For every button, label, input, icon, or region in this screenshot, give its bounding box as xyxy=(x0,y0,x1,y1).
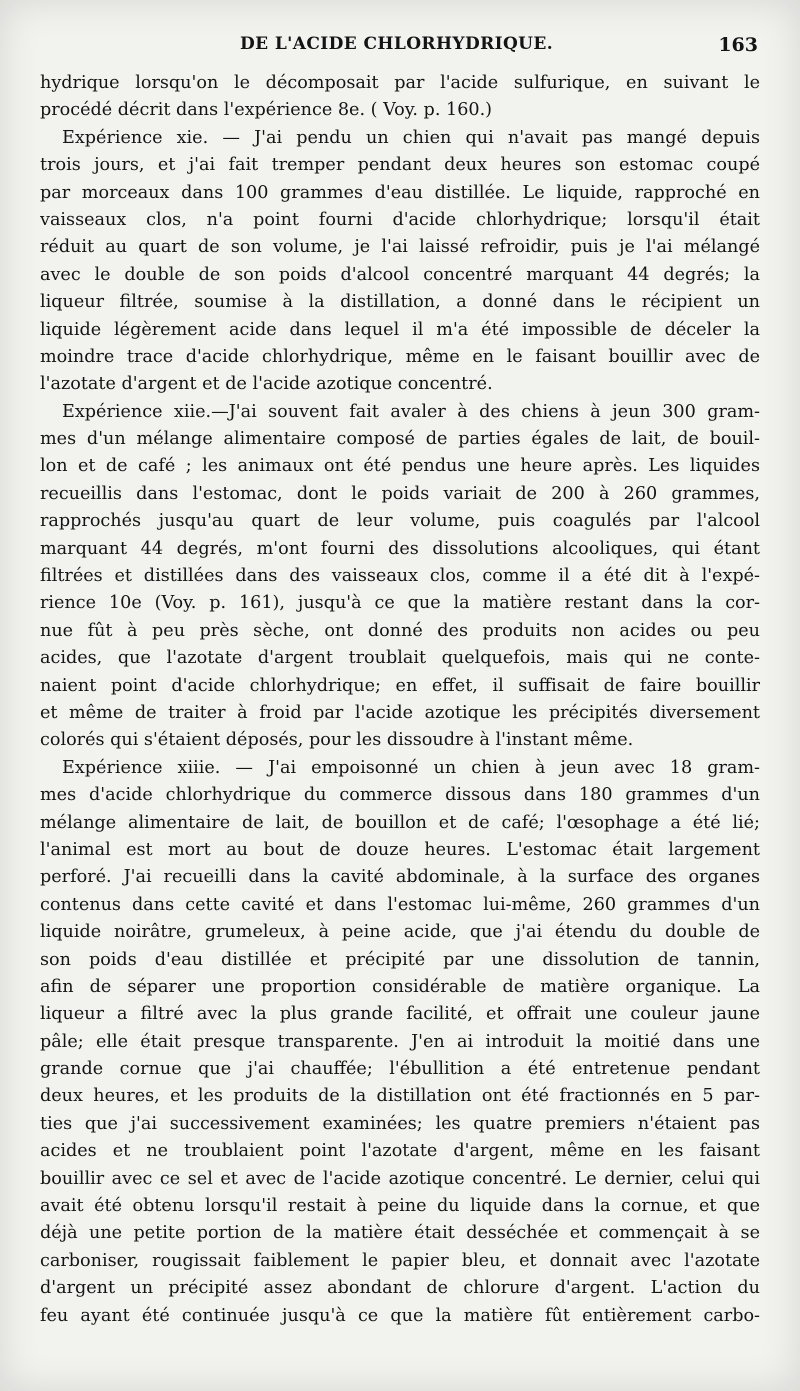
text-line: acides, que l'azotate d'argent troublait quelquefois, mais qui ne conte- xyxy=(40,648,760,669)
text-line: avec le double de son poids d'alcool concentré marquant 44 degrés; la xyxy=(40,264,760,285)
text-line: réduit au quart de son volume, je l'ai laissé refroidir, puis je l'ai mélangé xyxy=(40,237,760,258)
text-line: procédé décrit dans l'expérience 8e. ( Voy. p. 160.) xyxy=(40,100,493,121)
text-line: d'argent un précipité assez abondant de chlorure d'argent. L'action du xyxy=(40,1278,760,1299)
text-line: par morceaux dans 100 grammes d'eau distillée. Le liquide, rapproché en xyxy=(40,182,760,203)
paragraph-start-experience-13: Expérience xiiie. — J'ai empoisonné un chien à jeun avec 18 gram- xyxy=(62,757,760,778)
text-line: hydrique lorsqu'on le décomposait par l'acide sulfurique, en suivant le xyxy=(40,73,760,93)
text-line: deux heures, et les produits de la distillation ont été fractionnés en 5 par- xyxy=(40,1086,760,1107)
text-line: liqueur a filtré avec la plus grande facilité, et offrait une couleur jaune xyxy=(40,1004,760,1025)
text-line: lon et de café ; les animaux ont été pendus une heure après. Les liquides xyxy=(40,456,760,477)
text-line: avait été obtenu lorsqu'il restait à peine du liquide dans la cornue, et que xyxy=(40,1196,760,1217)
page-number: 163 xyxy=(718,34,758,56)
text-line: colorés qui s'étaient déposés, pour les dissoudre à l'instant même. xyxy=(40,730,634,751)
text-line: ties que j'ai successivement examinées; les quatre premiers n'étaient pas xyxy=(40,1113,760,1134)
text-line: rapprochés jusqu'au quart de leur volume, puis coagulés par l'alcool xyxy=(40,511,760,532)
text-line: mélange alimentaire de lait, de bouillon et de café; l'œsophage a été lié; xyxy=(40,812,760,833)
text-line: rience 10e (Voy. p. 161), jusqu'à ce que la matière restant dans la cor- xyxy=(40,593,760,614)
text-line: contenus dans cette cavité et dans l'estomac lui-même, 260 grammes d'un xyxy=(40,894,760,915)
text-line: mes d'un mélange alimentaire composé de parties égales de lait, de bouil- xyxy=(40,429,760,450)
text-line: trois jours, et j'ai fait tremper pendant deux heures son estomac coupé xyxy=(40,155,760,176)
text-line: recueillis dans l'estomac, dont le poids variait de 200 à 260 grammes, xyxy=(40,483,760,504)
text-line: marquant 44 degrés, m'ont fourni des dissolutions alcooliques, qui étant xyxy=(40,538,760,559)
text-line: liqueur filtrée, soumise à la distillation, a donné dans le récipient un xyxy=(40,292,760,313)
text-line: nue fût à peu près sèche, ont donné des produits non acides ou peu xyxy=(40,620,760,641)
text-line: acides et ne troublaient point l'azotate d'argent, même en les faisant xyxy=(40,1141,760,1162)
body-text xyxy=(40,70,760,1330)
text-line: l'azotate d'argent et de l'acide azotique concentré. xyxy=(40,374,493,395)
text-line: afin de séparer une proportion considérable de matière organique. La xyxy=(40,976,760,997)
text-line: moindre trace d'acide chlorhydrique, même en le faisant bouillir avec de xyxy=(40,346,760,367)
text-line: déjà une petite portion de la matière était desséchée et commençait à se xyxy=(40,1223,760,1244)
text-line: vaisseaux clos, n'a point fourni d'acide chlorhydrique; lorsqu'il était xyxy=(40,209,760,230)
text-line: bouillir avec ce sel et avec de l'acide azotique concentré. Le dernier, celui qui xyxy=(40,1168,760,1189)
text-line: liquide noirâtre, grumeleux, à peine acide, que j'ai étendu du double de xyxy=(40,922,760,943)
text-line: mes d'acide chlorhydrique du commerce dissous dans 180 grammes d'un xyxy=(40,785,760,806)
text-line: filtrées et distillées dans des vaisseaux clos, comme il a été dit à l'expé- xyxy=(40,566,760,587)
text-line: l'animal est mort au bout de douze heures. L'estomac était largement xyxy=(40,839,760,860)
text-line: son poids d'eau distillée et précipité par une dissolution de tannin, xyxy=(40,949,760,970)
text-line: carboniser, rougissait faiblement le papier bleu, et donnait avec l'azotate xyxy=(40,1250,760,1271)
paragraph-start-experience-12: Expérience xiie.—J'ai souvent fait avaler à des chiens à jeun 300 gram- xyxy=(62,401,760,422)
text-line: perforé. J'ai recueilli dans la cavité abdominale, à la surface des organes xyxy=(40,867,760,888)
text-line: feu ayant été continuée jusqu'à ce que la matière fût entièrement carbo- xyxy=(40,1305,760,1326)
text-line: grande cornue que j'ai chauffée; l'ébullition a été entretenue pendant xyxy=(40,1059,760,1080)
text-line: naient point d'acide chlorhydrique; en effet, il suffisait de faire bouillir xyxy=(40,675,760,696)
text-line: et même de traiter à froid par l'acide azotique les précipités diversement xyxy=(40,702,760,723)
running-head: DE L'ACIDE CHLORHYDRIQUE. xyxy=(240,34,554,54)
page-header xyxy=(40,34,758,64)
text-line: pâle; elle était presque transparente. J'en ai introduit la moitié dans une xyxy=(40,1031,760,1052)
text-line: liquide légèrement acide dans lequel il m'a été impossible de déceler la xyxy=(40,319,760,340)
paragraph-start-experience-11: Expérience xie. — J'ai pendu un chien qui n'avait pas mangé depuis xyxy=(62,127,760,148)
